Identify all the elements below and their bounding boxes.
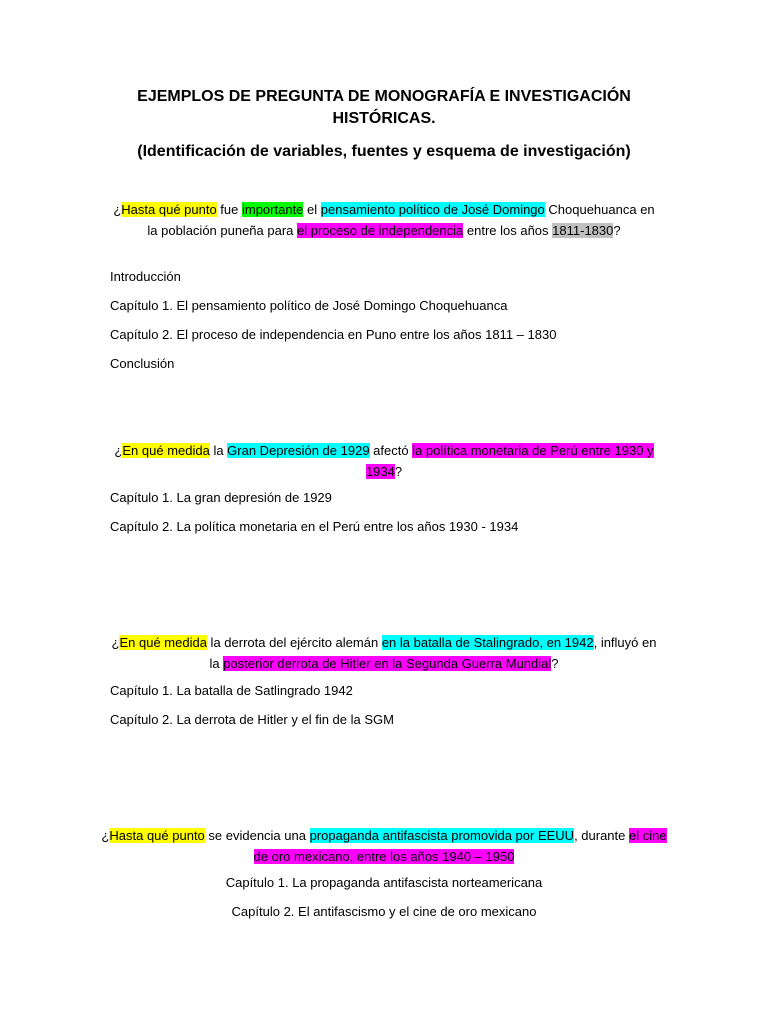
q3-text: la derrota del ejército alemán	[206, 635, 382, 650]
page-title: EJEMPLOS DE PREGUNTA DE MONOGRAFÍA E INVESTIGACIÓN HISTÓRICAS.	[137, 88, 631, 127]
q3-highlight-yellow: En qué medida	[119, 635, 207, 650]
q1-highlight-green: importante	[241, 202, 304, 217]
q2-text: la	[209, 443, 228, 458]
question-4	[100, 825, 668, 867]
list-item: Capítulo 2. El proceso de independencia en Puno entre los años 1811 – 1830	[110, 327, 557, 342]
q1-highlight-yellow: Hasta qué punto	[121, 202, 217, 217]
q1-highlight-magenta: el proceso de independencia	[297, 223, 464, 238]
q4-text: se evidencia una	[204, 828, 310, 843]
q2-highlight-cyan: Gran Depresión de 1929	[227, 443, 370, 458]
q1-text: entre los años	[463, 223, 553, 238]
q3-text: ¿	[111, 635, 120, 650]
q3-text: , influyó en la	[209, 635, 657, 671]
q3-highlight-magenta: posterior derrota de Hitler en la Segunda Guerra Mundial	[223, 656, 552, 671]
q4-text: ¿	[101, 828, 110, 843]
q1-text: fue	[216, 202, 242, 217]
q1-highlight-cyan: pensamiento político de José Domingo	[320, 202, 545, 217]
q1-text: ?	[613, 223, 621, 238]
q1-text: el	[303, 202, 321, 217]
q3-text: ?	[551, 656, 559, 671]
q3-highlight-cyan: en la batalla de Stalingrado, en 1942	[381, 635, 594, 650]
q2-text: ?	[394, 464, 403, 479]
q1-text: Choquehuanca en la población puneña para	[147, 202, 655, 238]
list-item: Introducción	[110, 269, 181, 284]
q2-text: afectó	[369, 443, 413, 458]
list-item: Capítulo 1. El pensamiento político de José Domingo Choquehuanca	[110, 298, 508, 313]
q4-highlight-yellow: Hasta qué punto	[109, 828, 205, 843]
q1-highlight-gray: 1811-1830	[552, 223, 614, 238]
list-item: Capítulo 1. La batalla de Satlingrado 1942	[110, 683, 353, 698]
question-1	[112, 199, 656, 241]
q2-highlight-magenta: la política monetaria de Perú entre 1930 y 1934	[365, 443, 654, 479]
question-2	[108, 440, 660, 482]
list-item: Capítulo 1. La propaganda antifascista norteamericana	[225, 875, 543, 890]
list-item: Conclusión	[110, 356, 175, 371]
page-subtitle: (Identificación de variables, fuentes y esquema de investigación)	[137, 143, 631, 160]
list-item: Capítulo 2. La política monetaria en el Perú entre los años 1930 - 1934	[110, 519, 519, 534]
q4-highlight-cyan: propaganda antifascista promovida por EEUU	[309, 828, 575, 843]
list-item: Capítulo 1. La gran depresión de 1929	[110, 490, 332, 505]
list-item: Capítulo 2. La derrota de Hitler y el fin de la SGM	[110, 712, 394, 727]
q4-text: , durante	[574, 828, 629, 843]
q2-text: ¿	[114, 443, 123, 458]
q4-highlight-magenta: el cine de oro mexicano, entre los años 1940 – 1950	[253, 828, 667, 864]
question-3	[108, 632, 660, 674]
q1-text: ¿	[113, 202, 122, 217]
q2-highlight-yellow: En qué medida	[122, 443, 210, 458]
list-item: Capítulo 2. El antifascismo y el cine de oro mexicano	[231, 904, 537, 919]
